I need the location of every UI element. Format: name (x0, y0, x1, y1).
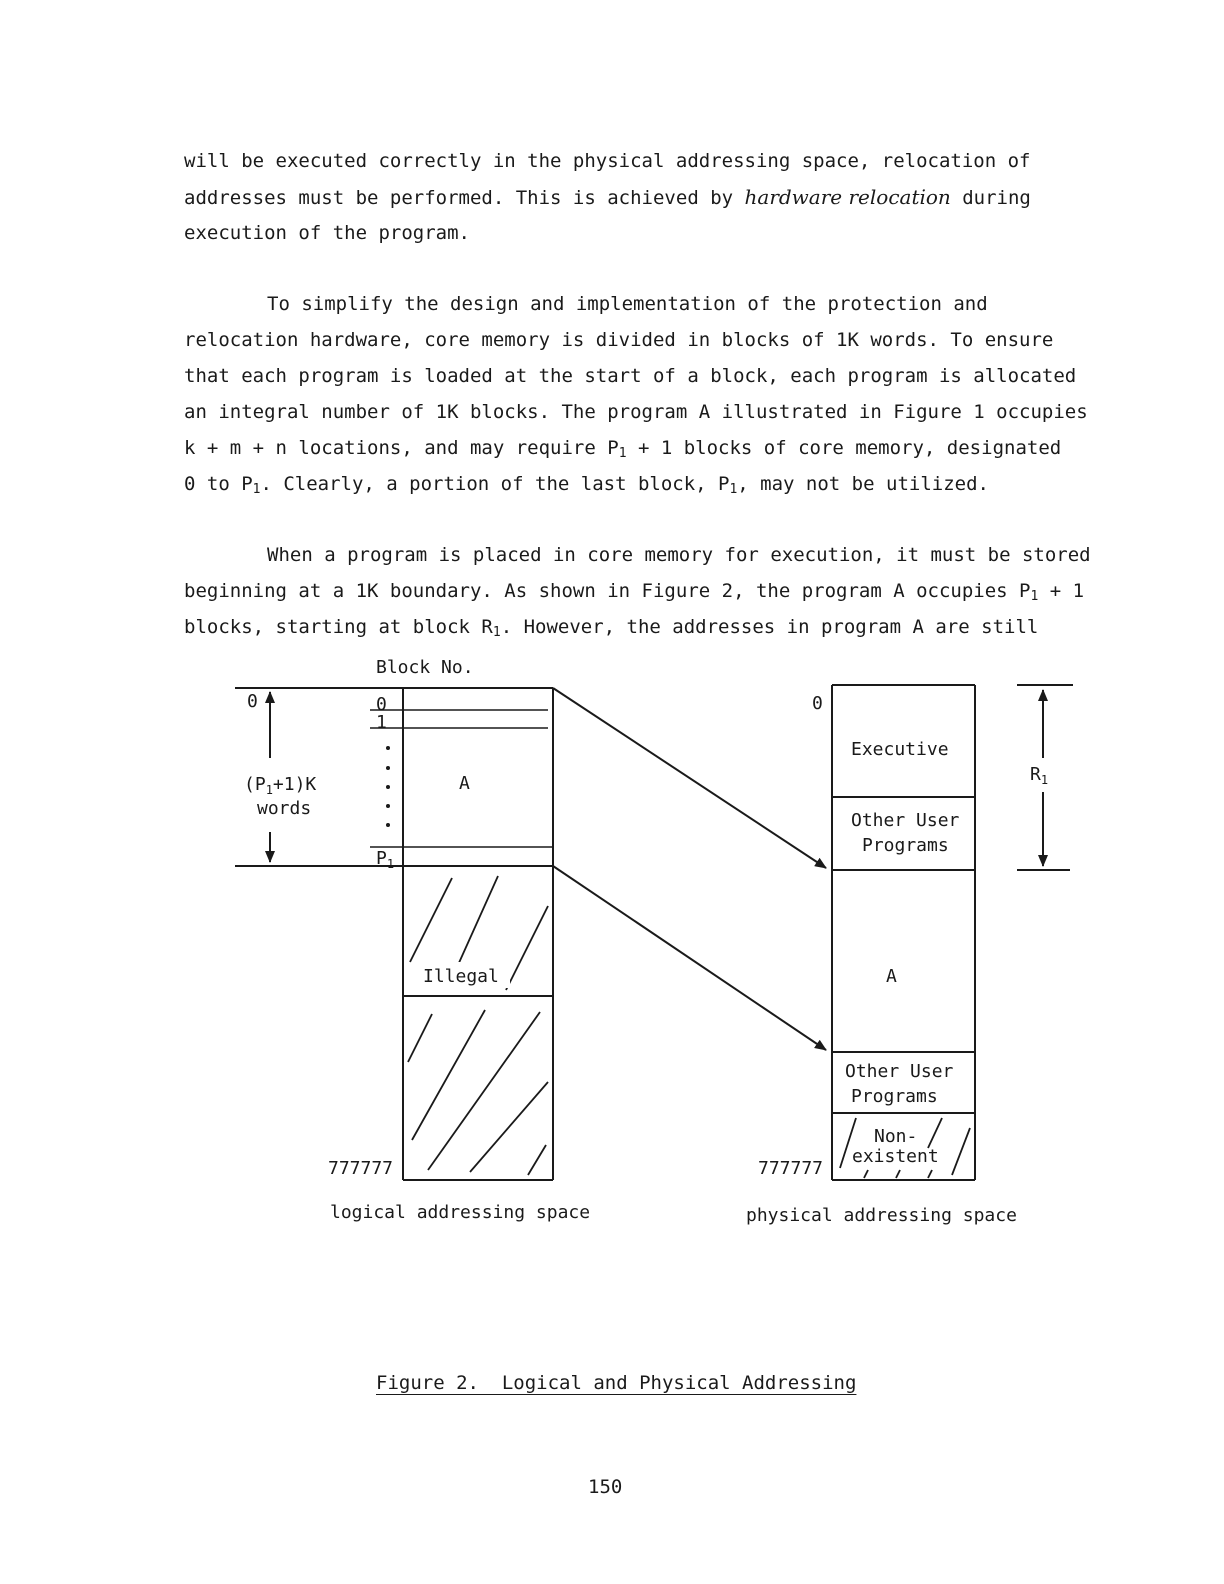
block-p1-part: P (376, 848, 387, 869)
text-segment: + 1 blocks of core memory, designated (626, 437, 1062, 459)
block-ellipsis-dots (386, 746, 390, 827)
page-number: 150 (588, 1476, 623, 1498)
executive-label: Executive (851, 739, 949, 760)
text-segment: + 1 (1038, 580, 1085, 602)
block-1-label: 1 (376, 712, 387, 733)
text-segment: . Clearly, a portion of the last block, P (260, 473, 730, 495)
illegal-hatching (408, 876, 548, 1175)
text-segment: . However, the addresses in program A are still (500, 616, 1039, 638)
mapping-arrow-bottom (553, 866, 826, 1050)
r1-label-part: R (1030, 764, 1041, 785)
nonexistent-label-line1: Non- (874, 1126, 918, 1147)
logical-space (235, 688, 553, 1180)
addressing-diagram (0, 640, 1224, 1240)
words-label (244, 774, 316, 797)
physical-program-a-label: A (886, 966, 897, 987)
text-line: will be executed correctly in the physical addressing space, relocation of (184, 150, 1031, 172)
figure-caption: Figure 2. Logical and Physical Addressing (376, 1372, 857, 1394)
words-label-subscript: 1 (265, 783, 273, 797)
physical-end-address: 777777 (758, 1158, 824, 1179)
r1-label-subscript: 1 (1040, 773, 1049, 787)
text-segment: 0 to P (184, 473, 253, 495)
text-segment: blocks, starting at block R (184, 616, 493, 638)
logical-end-address: 777777 (328, 1158, 394, 1179)
text-line: To simplify the design and implementation of the protection and (267, 293, 988, 315)
other-user-programs-1-line2: Programs (862, 835, 949, 856)
block-p1-label (376, 848, 394, 871)
words-label-line2: words (257, 798, 312, 819)
text-line: execution of the program. (184, 222, 470, 244)
text-segment: , may not be utilized. (737, 473, 989, 495)
text-line: relocation hardware, core memory is divided in blocks of 1K words. To ensure (184, 329, 1054, 351)
subscript: 1 (729, 482, 738, 497)
block-no-label: Block No. (376, 657, 474, 678)
emphasis-hardware-relocation: hardware relocation (744, 185, 951, 209)
text-segment: addresses must be performed. This is achieved by (184, 187, 745, 209)
paragraph-1 (184, 143, 1154, 251)
text-line (184, 466, 1154, 502)
paragraph-2 (184, 286, 1154, 502)
text-line: an integral number of 1K blocks. The program A illustrated in Figure 1 occupies (184, 401, 1088, 423)
physical-space-caption: physical addressing space (746, 1205, 1017, 1226)
text-segment: during (950, 187, 1031, 209)
paragraph-3 (184, 537, 1154, 645)
other-user-programs-2-line1: Other User (845, 1061, 954, 1082)
illegal-label: Illegal (423, 966, 499, 987)
text-segment: beginning at a 1K boundary. As shown in Figure 2, the program A occupies P (184, 580, 1031, 602)
block-p1-subscript: 1 (386, 857, 395, 871)
text-line (184, 179, 1154, 215)
subscript: 1 (492, 625, 501, 640)
text-line: When a program is placed in core memory for execution, it must be stored (267, 544, 1091, 566)
physical-zero-label: 0 (812, 693, 823, 714)
words-label-part: (P (244, 774, 266, 795)
words-label-part: +1)K (272, 774, 317, 795)
text-line (184, 430, 1154, 466)
text-line: that each program is loaded at the start of a block, each program is allocated (184, 365, 1077, 387)
text-line (184, 573, 1154, 609)
subscript: 1 (618, 446, 627, 461)
mapping-arrow-top (553, 688, 826, 868)
logical-space-caption: logical addressing space (330, 1202, 591, 1223)
logical-program-a-label: A (459, 773, 470, 794)
other-user-programs-2-line2: Programs (851, 1086, 938, 1107)
nonexistent-label-line2: existent (852, 1146, 939, 1167)
subscript: 1 (1030, 589, 1039, 604)
subscript: 1 (252, 482, 261, 497)
text-segment: k + m + n locations, and may require P (184, 437, 619, 459)
other-user-programs-1-line1: Other User (851, 810, 960, 831)
block-0-label: 0 (376, 694, 387, 715)
r1-label (1030, 764, 1048, 787)
logical-zero-label: 0 (247, 691, 258, 712)
